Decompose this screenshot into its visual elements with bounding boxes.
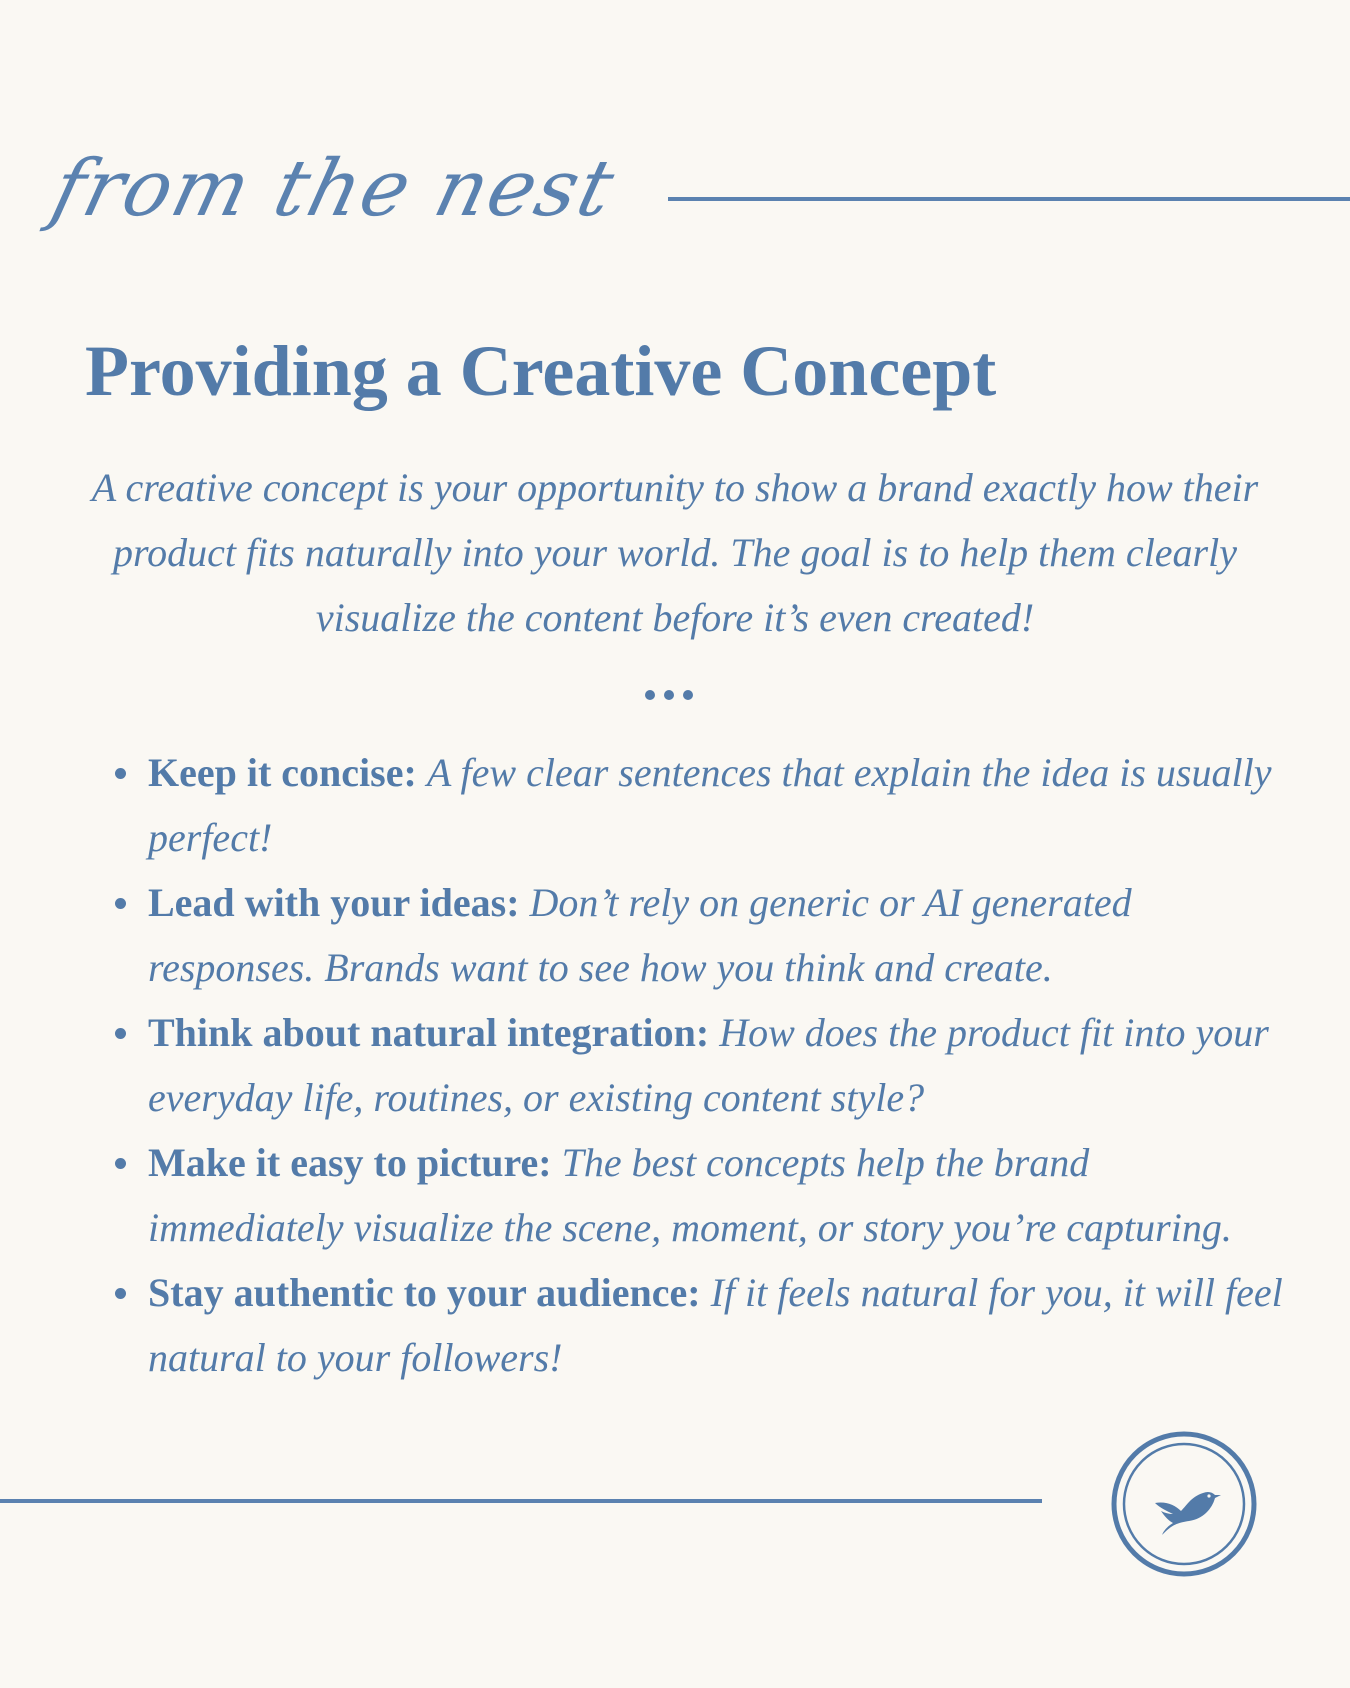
brand-script-heading: from the nest: [43, 144, 625, 234]
top-divider: [668, 197, 1350, 201]
tip-term: Make it easy to picture:: [148, 1140, 552, 1185]
page-title: Providing a Creative Concept: [85, 331, 997, 411]
tip-description: The best concepts help the brand immediately visualize the scene, moment, or story you’re capturing.: [148, 1140, 1232, 1250]
tip-description: Don’t rely on generic or AI generated responses. Brands want to see how you think and create.: [148, 880, 1132, 990]
tips-list: [110, 740, 1290, 1390]
tip-description: A few clear sentences that explain the idea is usually perfect!: [148, 750, 1272, 860]
brand-logo: [1111, 1431, 1257, 1577]
tip-term: Think about natural integration:: [148, 1010, 710, 1055]
list-item: [110, 1130, 1290, 1260]
list-item: [110, 1260, 1290, 1390]
tip-description: If it feels natural for you, it will feel natural to your followers!: [148, 1270, 1283, 1380]
divider-dot: [645, 690, 655, 700]
bullet-icon: [115, 1288, 126, 1299]
bottom-divider: [0, 1499, 1042, 1503]
list-item: [110, 870, 1290, 1000]
divider-dot: [664, 690, 674, 700]
bullet-icon: [115, 768, 126, 779]
intro-paragraph: A creative concept is your opportunity to show a brand exactly how their product fits naturally into your world. The goal is to help them clearly visualize the content before it’s even created!: [91, 465, 1259, 640]
tip-description: How does the product fit into your everyday life, routines, or existing content style?: [148, 1010, 1269, 1120]
tip-term: Lead with your ideas:: [148, 880, 520, 925]
bullet-icon: [115, 1028, 126, 1039]
list-item: [110, 740, 1290, 870]
divider-dot: [683, 690, 693, 700]
bullet-icon: [115, 898, 126, 909]
ellipsis-divider: [645, 690, 693, 700]
list-item: [110, 1000, 1290, 1130]
bird-icon: [1111, 1431, 1257, 1577]
tip-term: Stay authentic to your audience:: [148, 1270, 701, 1315]
bullet-icon: [115, 1158, 126, 1169]
tip-term: Keep it concise:: [148, 750, 417, 795]
